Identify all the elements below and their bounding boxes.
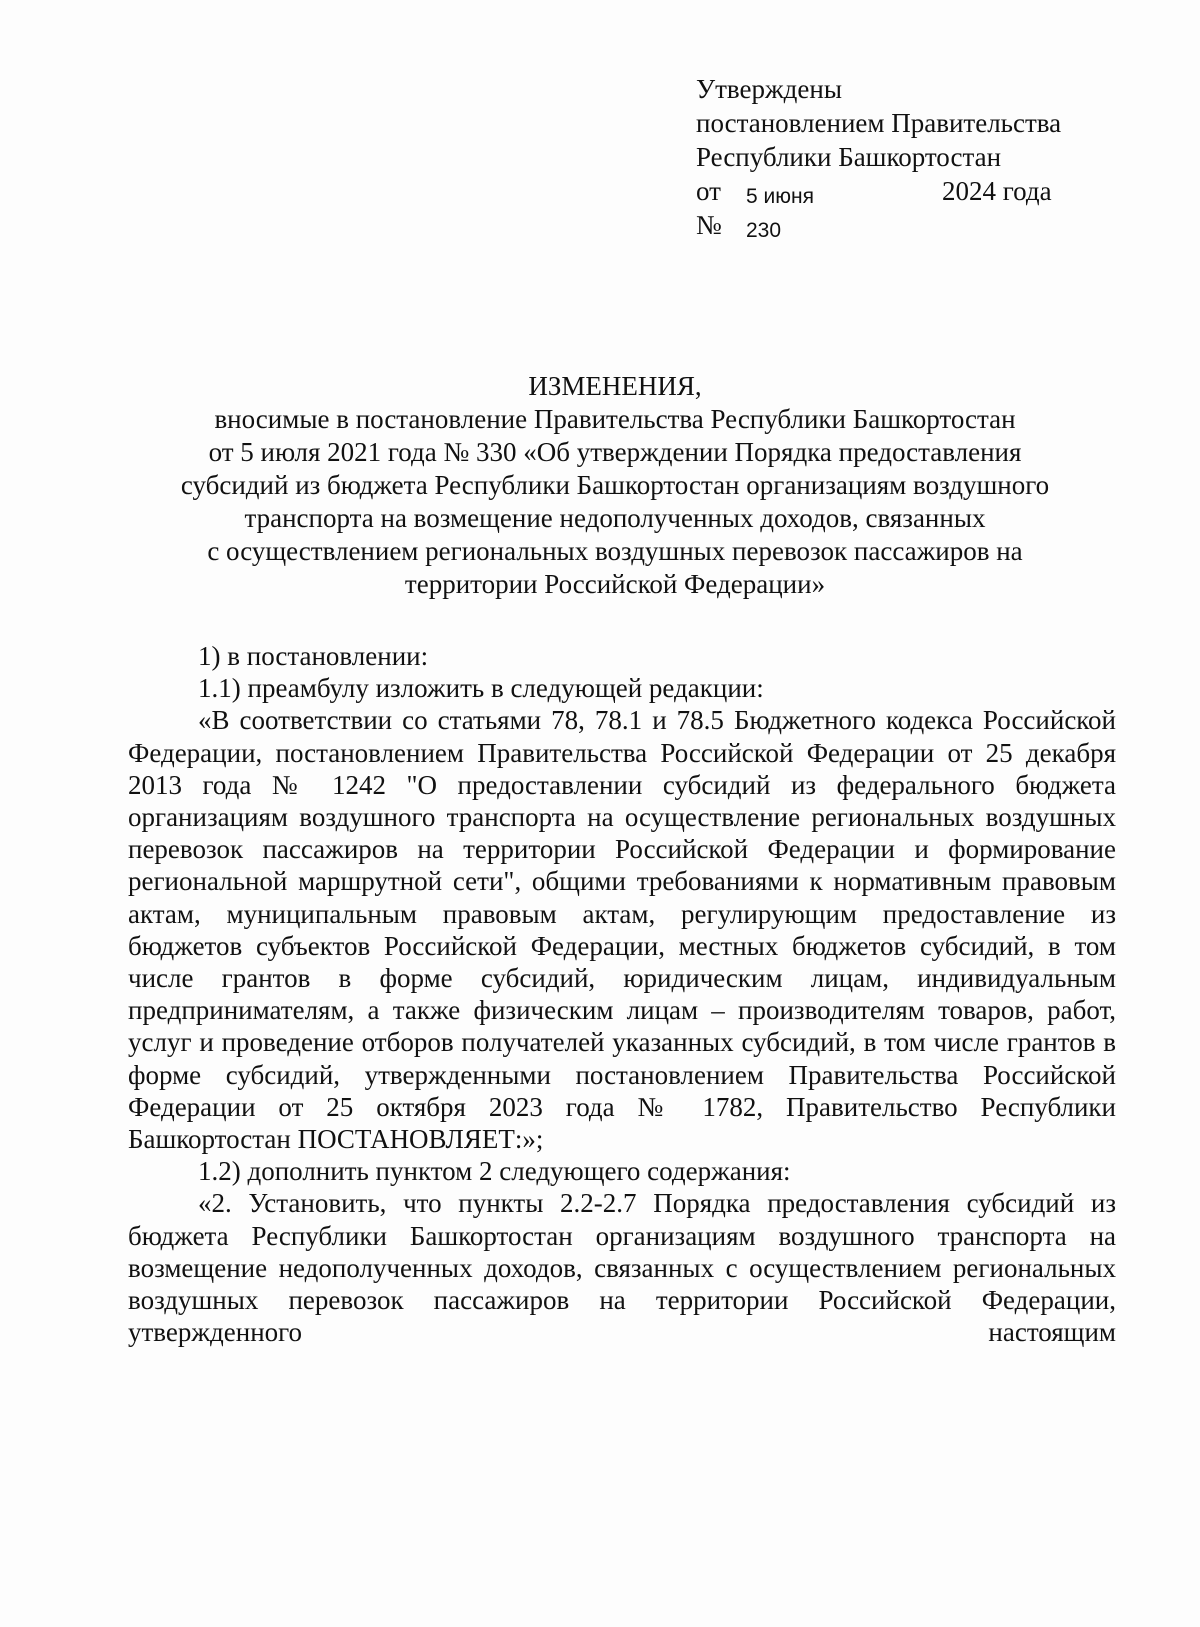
heading-line: вносимые в постановление Правительства Республики Башкортостан: [214, 404, 1016, 434]
paragraph-add-item-instruction: 1.2) дополнить пунктом 2 следующего содержания:: [198, 1156, 791, 1187]
approval-line-resolution: постановлением Правительства: [696, 108, 1062, 138]
paragraph-item-2-text: «2. Установить, что пункты 2.2-2.7 Порядка предоставления субсидий из бюджета Республики Башкортостан организациям воздушного транспорта на возмещение недополученных доходов, связанных с осуществлением региональных воздушных перевозок пассажиров на территории Российской Федерации, утвержденного настоящим: [128, 1188, 1116, 1348]
paragraph-preamble-text: «В соответствии со статьями 78, 78.1 и 78.5 Бюджетного кодекса Российской Федерации, постановлением Правительства Российской Федерации от 25 декабря 2013 года № 1242 "О предоставлении субсидий из федерального бюджета организациям воздушного транспорта на осуществление региональных воздушных перевозок пассажиров на территории Российской Федерации и формирование региональной маршрутной сети", общими требованиями к нормативным правовым актам, муниципальным правовым актам, регулирующим предоставление из бюджетов субъектов Российской Федерации, местных бюджетов субсидий, в том числе грантов в форме субсидий, юридическим лицам, индивидуальным предпринимателям, а также физическим лицам – производителям товаров, работ, услуг и проведение отборов получателей указанных субсидий, в том числе грантов в форме субсидий, утвержденными постановлением Правительства Российской Федерации от 25 октября 2023 года № 1782, Правительство Республики Башкортостан ПОСТАНОВЛЯЕТ:»;: [128, 705, 1116, 1155]
approval-date-row: [696, 174, 1116, 208]
approval-line-republic: Республики Башкортостан: [696, 142, 1002, 172]
number-value: 230: [746, 219, 782, 242]
approval-number-row: [696, 208, 1116, 242]
date-value: 5 июня: [746, 185, 814, 208]
date-year: 2024 года: [942, 176, 1052, 206]
heading-title: ИЗМЕНЕНИЯ,: [528, 371, 702, 401]
paragraph-preamble-instruction: 1.1) преамбулу изложить в следующей редакции:: [198, 673, 764, 704]
approval-block: [696, 72, 1116, 242]
heading-line: с осуществлением региональных воздушных перевозок пассажиров на: [207, 536, 1023, 566]
heading-line: транспорта на возмещение недополученных доходов, связанных: [244, 503, 986, 533]
heading-line: территории Российской Федерации»: [404, 569, 826, 599]
date-prefix: от: [696, 176, 721, 206]
approval-line-approved: Утверждены: [696, 74, 842, 104]
paragraph-in-resolution: 1) в постановлении:: [198, 641, 429, 671]
heading-line: от 5 июля 2021 года № 330 «Об утверждении Порядка предоставления: [208, 437, 1022, 467]
number-prefix: №: [696, 210, 722, 240]
document-heading: [120, 370, 1110, 601]
heading-line: субсидий из бюджета Республики Башкортостан организациям воздушного: [180, 470, 1050, 500]
document-body: [128, 640, 1116, 1348]
